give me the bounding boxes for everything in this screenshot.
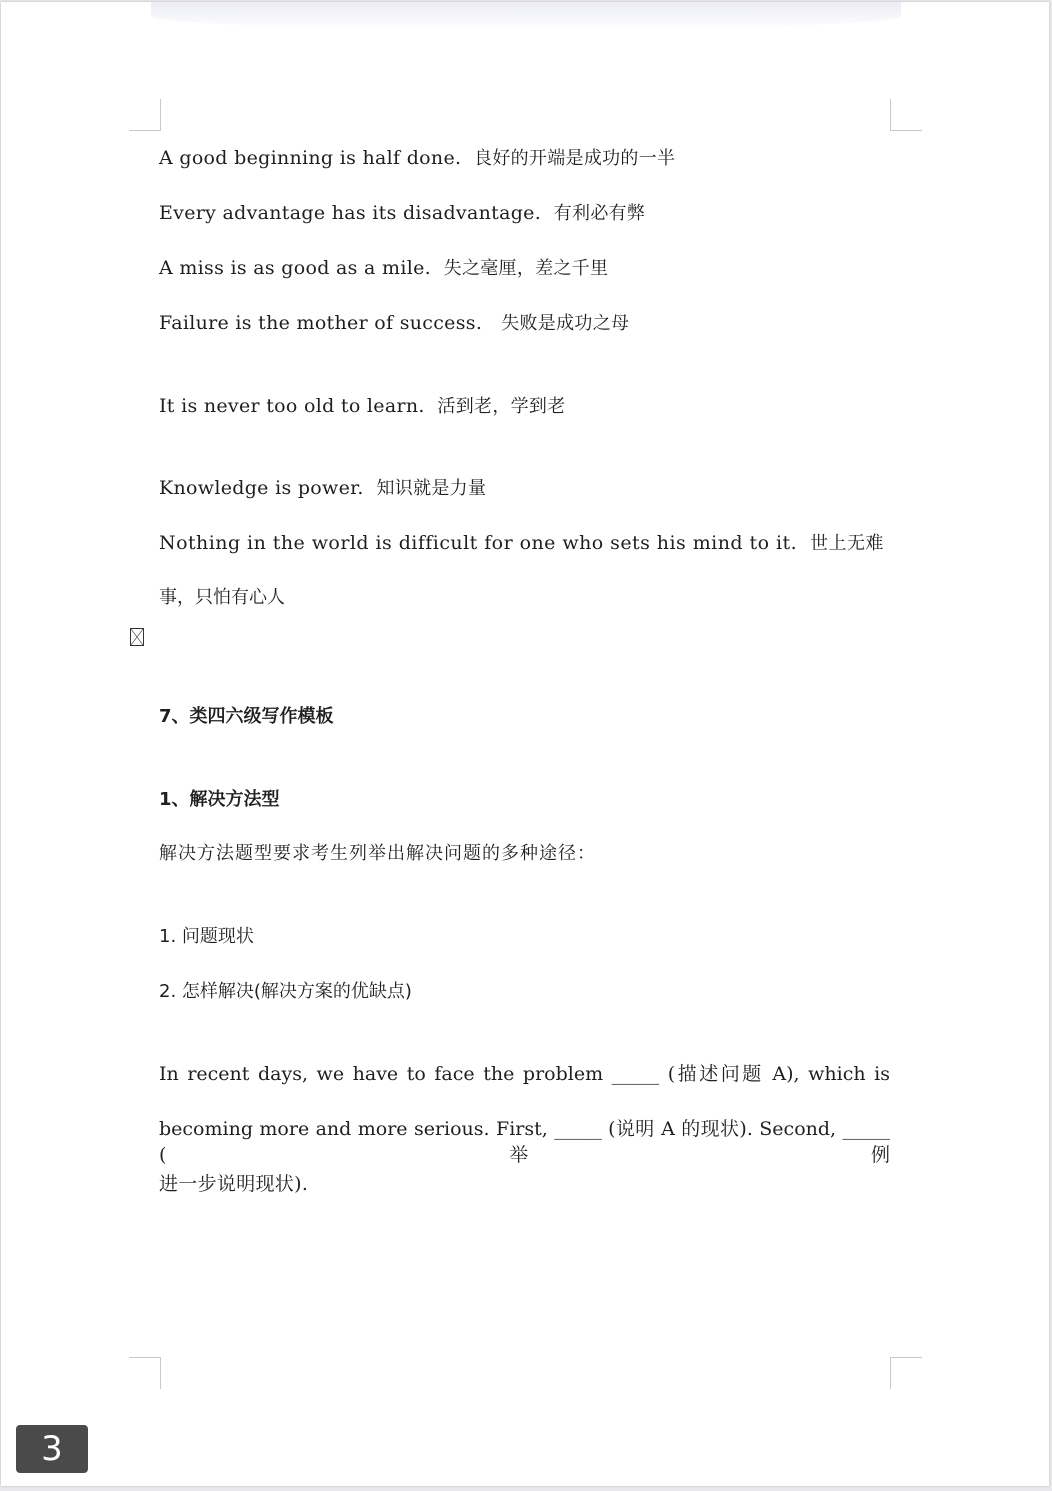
proverb-english: Nothing in the world is difficult for one who sets his mind to it. bbox=[159, 532, 798, 554]
template-line: becoming more and more serious. First, _____ (说明 A 的现状). Second, _____ (举例 bbox=[159, 1118, 890, 1166]
page-top-shadow bbox=[151, 2, 901, 30]
proverb-english: Every advantage has its disadvantage. bbox=[159, 202, 542, 224]
template-line: 进一步说明现状). bbox=[159, 1173, 309, 1195]
broken-image-icon bbox=[130, 628, 144, 646]
proverb-chinese: 良好的开端是成功的一半 bbox=[474, 148, 676, 169]
proverb-line bbox=[159, 475, 486, 502]
section-title: 7、类四六级写作模板 bbox=[159, 706, 334, 727]
proverb-line bbox=[159, 310, 629, 337]
proverb-chinese: 活到老，学到老 bbox=[437, 396, 566, 417]
margin-corner-bottom-left bbox=[129, 1357, 161, 1389]
proverb-line bbox=[159, 145, 675, 172]
margin-corner-top-right bbox=[890, 99, 922, 131]
margin-corner-bottom-right bbox=[890, 1357, 922, 1389]
page-number-badge: 3 bbox=[16, 1425, 88, 1473]
step-item: 1. 问题现状 bbox=[159, 926, 254, 947]
step-item: 2. 怎样解决(解决方案的优缺点) bbox=[159, 981, 412, 1002]
proverb-line bbox=[159, 530, 884, 557]
proverb-continuation: 事，只怕有心人 bbox=[159, 587, 285, 608]
proverb-line bbox=[159, 255, 608, 282]
proverb-english: Knowledge is power. bbox=[159, 477, 364, 499]
section-intro: 解决方法题型要求考生列举出解决问题的多种途径： bbox=[159, 843, 596, 864]
proverb-chinese: 世上无难 bbox=[810, 533, 884, 554]
proverb-chinese: 失之毫厘，差之千里 bbox=[443, 258, 609, 279]
proverb-english: It is never too old to learn. bbox=[159, 395, 425, 417]
proverb-chinese: 知识就是力量 bbox=[376, 478, 487, 499]
proverb-line bbox=[159, 200, 645, 227]
margin-corner-top-left bbox=[129, 99, 161, 131]
proverb-chinese: 有利必有弊 bbox=[553, 203, 646, 224]
proverb-line bbox=[159, 393, 566, 420]
proverb-english: A miss is as good as a mile. bbox=[159, 257, 431, 279]
proverb-english: Failure is the mother of success. bbox=[159, 312, 483, 334]
template-line: In recent days, we have to face the problem _____ (描述问题 A), which is bbox=[159, 1063, 890, 1085]
proverb-chinese: 失败是成功之母 bbox=[501, 313, 630, 334]
proverb-english: A good beginning is half done. bbox=[159, 147, 462, 169]
section-subtitle: 1、解决方法型 bbox=[159, 789, 280, 810]
